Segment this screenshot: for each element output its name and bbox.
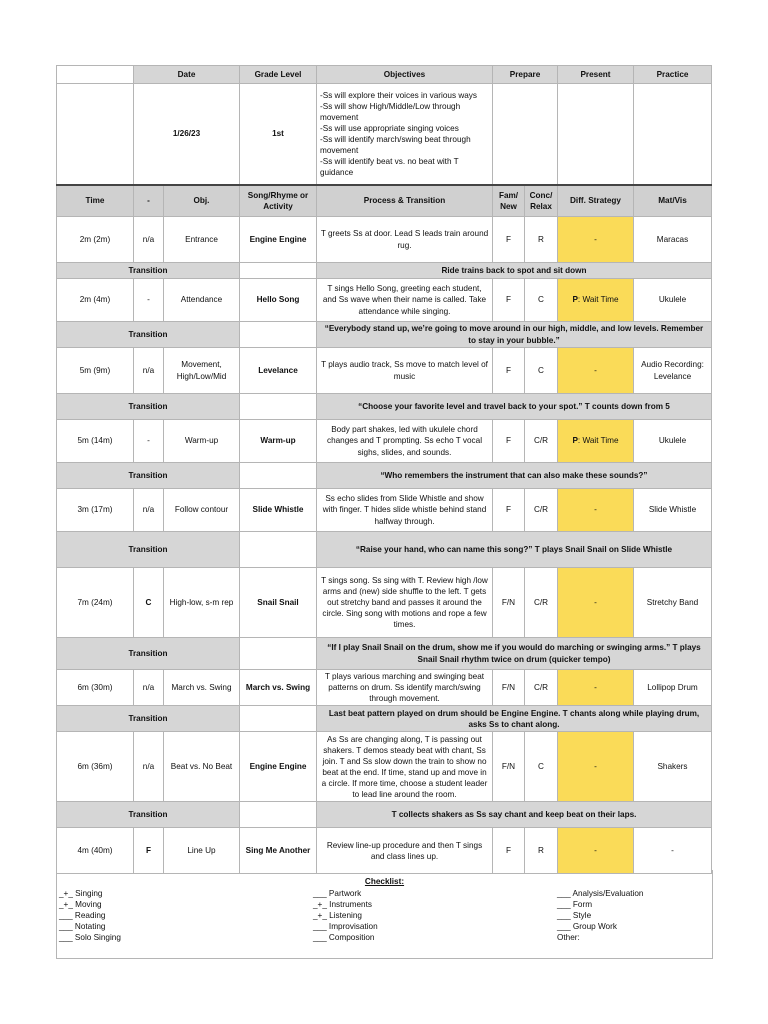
objective-item: -Ss will explore their voices in various ways [320,90,477,100]
concept-cell: C [134,568,164,638]
materials-cell: Slide Whistle [634,489,712,532]
activity-row [57,489,712,532]
song-cell: Sing Me Another [240,828,317,874]
diff-strategy-cell [558,670,634,706]
conc-relax-cell: C/R [525,568,558,638]
process-cell: Ss echo slides from Slide Whistle and show with finger. T hides slide whistle behind stand halfway through. [317,489,493,532]
fam-new-cell: F [493,828,525,874]
process-cell: T sings Hello Song, greeting each student, and Ss wave when their name is called. Take attendance while singing. [317,279,493,322]
fam-new-cell: F [493,217,525,263]
objective-item: -Ss will identify beat vs. no beat with T guidance [320,156,459,177]
process-cell: T plays various marching and swinging beat patterns on drum. Ss identify march/swing through movement. [317,670,493,706]
transition-text: Last beat pattern played on drum should be Engine Engine. T chants along while playing drum, asks Ss to chant along. [317,706,712,732]
diff-strategy-prefix: P [572,295,578,305]
transition-text: Ride trains back to spot and sit down [317,263,712,279]
transition-spacer [240,532,317,568]
activity-row [57,568,712,638]
transition-row [57,322,712,348]
diff-strategy-cell [558,828,634,874]
objective-cell: Warm-up [164,420,240,463]
fam-new-cell: F [493,420,525,463]
time-cell: 5m (9m) [57,348,134,394]
diff-strategy-text: - [594,762,597,772]
transition-spacer [240,463,317,489]
concept-cell: - [134,279,164,322]
header-blank [57,66,134,84]
present-header: Present [558,66,634,84]
materials-cell: Lollipop Drum [634,670,712,706]
checklist-item: _+_ Listening [313,911,362,921]
activity-row [57,732,712,802]
checklist-item: _+_ Instruments [313,900,372,910]
checklist-title: Checklist: [364,877,405,886]
time-cell: 3m (17m) [57,489,134,532]
process-cell: Review line-up procedure and then T sings and class lines up. [317,828,493,874]
checklist-item: ___ Partwork [313,889,362,898]
transition-spacer [240,394,317,420]
materials-cell: Maracas [634,217,712,263]
transition-text: “If I play Snail Snail on the drum, show me if you would do marching or swinging arms.” T plays Snail Snail rhythm twice on drum (quicker tempo) [317,638,712,670]
concept-cell: n/a [134,670,164,706]
fam-new-cell: F/N [493,732,525,802]
conc-header: Conc/ Relax [525,185,558,217]
objective-cell: Entrance [164,217,240,263]
transition-label: Transition [57,706,240,732]
diff-strategy-text: - [594,683,597,693]
transition-row [57,638,712,670]
activity-row [57,217,712,263]
checklist-col-2 [313,888,378,943]
checklist-item: ___ Solo Singing [59,933,121,943]
conc-relax-cell: R [525,217,558,263]
objective-item: -Ss will identify march/swing beat through movement [320,134,471,155]
dash-header: - [134,185,164,217]
transition-row [57,532,712,568]
transition-spacer [240,322,317,348]
time-cell: 2m (4m) [57,279,134,322]
process-cell: T plays audio track, Ss move to match level of music [317,348,493,394]
objectives-header: Objectives [317,66,493,84]
transition-text: “Raise your hand, who can name this song?” T plays Snail Snail on Slide Whistle [317,532,712,568]
diff-strategy-text: - [594,597,597,607]
concept-cell: n/a [134,489,164,532]
materials-cell: Ukulele [634,279,712,322]
date-value: 1/26/23 [134,84,240,185]
diff-strategy-cell [558,420,634,463]
obj-header: Obj. [164,185,240,217]
mat-header: Mat/Vis [634,185,712,217]
transition-label: Transition [57,394,240,420]
materials-cell: Audio Recording: Levelance [634,348,712,394]
time-cell: 4m (40m) [57,828,134,874]
process-cell: T sings song. Ss sing with T. Review high /low arms and (new) side shuffle to the left. T gets out stretchy band and passes it around the circle. Sing song with motions and rope a few times. [317,568,493,638]
checklist-item: _+_ Singing [59,889,103,898]
activity-row [57,420,712,463]
concept-cell: - [134,420,164,463]
diff-strategy-text: - [594,846,597,856]
diff-strategy-cell [558,279,634,322]
diff-strategy-text: : Wait Time [577,295,619,305]
song-cell: Snail Snail [240,568,317,638]
grade-value: 1st [240,84,317,185]
transition-row [57,394,712,420]
time-header: Time [57,185,134,217]
song-cell: Slide Whistle [240,489,317,532]
transition-label: Transition [57,802,240,828]
diff-strategy-text: - [594,505,597,515]
transition-spacer [240,263,317,279]
checklist-col-1 [59,888,121,943]
objective-cell: March vs. Swing [164,670,240,706]
transition-row [57,802,712,828]
transition-text: “Who remembers the instrument that can also make these sounds?” [317,463,712,489]
checklist-item: ___ Notating [59,922,106,932]
song-cell: Hello Song [240,279,317,322]
diff-strategy-cell [558,348,634,394]
conc-relax-cell: C [525,732,558,802]
time-cell: 5m (14m) [57,420,134,463]
diff-header: Diff. Strategy [558,185,634,217]
transition-row [57,263,712,279]
objective-item: -Ss will use appropriate singing voices [320,123,459,133]
concept-cell: F [134,828,164,874]
diff-strategy-cell [558,732,634,802]
activity-row [57,348,712,394]
conc-relax-cell: C/R [525,670,558,706]
checklist-item: ___ Style [557,911,592,921]
activity-row [57,828,712,874]
diff-strategy-prefix: P [572,436,578,446]
header-blank-2 [57,84,134,185]
diff-strategy-cell [558,217,634,263]
objective-cell: Line Up [164,828,240,874]
conc-relax-cell: C [525,348,558,394]
objectives-list [317,84,493,185]
date-header: Date [134,66,240,84]
objective-cell: Beat vs. No Beat [164,732,240,802]
fam-new-cell: F [493,489,525,532]
checklist-item: ___ Composition [313,933,375,943]
transition-text: “Everybody stand up, we’re going to move around in our high, middle, and low levels. Remember to stay in your bubble.” [317,322,712,348]
process-cell: Body part shakes, led with ukulele chord changes and T prompting. Ss echo T vocal sighs, slides, and sounds. [317,420,493,463]
grade-header: Grade Level [240,66,317,84]
song-cell: Levelance [240,348,317,394]
materials-cell: Shakers [634,732,712,802]
objective-cell: High-low, s-m rep [164,568,240,638]
song-cell: Warm-up [240,420,317,463]
diff-strategy-text: - [594,234,597,244]
transition-label: Transition [57,463,240,489]
diff-strategy-cell [558,568,634,638]
process-header: Process & Transition [317,185,493,217]
transition-label: Transition [57,322,240,348]
fam-new-cell: F/N [493,670,525,706]
checklist-item: ___ Improvisation [313,922,378,932]
checklist-item: ___ Group Work [557,922,617,932]
prepare-value [493,84,558,185]
checklist-item: _+_ Moving [59,900,102,910]
transition-label: Transition [57,532,240,568]
song-cell: March vs. Swing [240,670,317,706]
diff-strategy-text: - [594,365,597,375]
song-cell: Engine Engine [240,732,317,802]
song-cell: Engine Engine [240,217,317,263]
time-cell: 6m (36m) [57,732,134,802]
conc-relax-cell: C/R [525,489,558,532]
fam-new-cell: F [493,348,525,394]
checklist-item: ___ Form [557,900,593,910]
diff-strategy-text: : Wait Time [577,436,619,446]
transition-row [57,463,712,489]
concept-cell: n/a [134,217,164,263]
time-cell: 6m (30m) [57,670,134,706]
activity-row [57,279,712,322]
time-cell: 7m (24m) [57,568,134,638]
conc-relax-cell: R [525,828,558,874]
transition-spacer [240,802,317,828]
activity-row [57,670,712,706]
practice-header: Practice [634,66,712,84]
transition-row [57,706,712,732]
prepare-header: Prepare [493,66,558,84]
lesson-rows [57,217,712,874]
checklist-item: ___ Reading [59,911,106,921]
process-cell: As Ss are changing along, T is passing out shakers. T demos steady beat with chant, Ss join. T and Ss slow down the train to show no beat at the end. If time, stand up and move in a circle. If more time, choose a student leader to lead line around the room. [317,732,493,802]
materials-cell: Stretchy Band [634,568,712,638]
objective-cell: Follow contour [164,489,240,532]
fam-header: Fam/ New [493,185,525,217]
checklist-item: Other: [557,933,580,943]
transition-text: “Choose your favorite level and travel back to your spot.” T counts down from 5 [317,394,712,420]
objective-cell: Movement, High/Low/Mid [164,348,240,394]
conc-relax-cell: C/R [525,420,558,463]
transition-label: Transition [57,638,240,670]
checklist-col-3 [557,888,643,943]
transition-spacer [240,638,317,670]
concept-cell: n/a [134,348,164,394]
fam-new-cell: F/N [493,568,525,638]
time-cell: 2m (2m) [57,217,134,263]
checklist [56,870,713,959]
present-value [558,84,634,185]
diff-strategy-cell [558,489,634,532]
lesson-plan-table [56,65,712,874]
materials-cell: Ukulele [634,420,712,463]
transition-spacer [240,706,317,732]
concept-cell: n/a [134,732,164,802]
practice-value [634,84,712,185]
objective-cell: Attendance [164,279,240,322]
fam-new-cell: F [493,279,525,322]
transition-text: T collects shakers as Ss say chant and keep beat on their laps. [317,802,712,828]
objective-item: -Ss will show High/Middle/Low through movement [320,101,461,122]
transition-label: Transition [57,263,240,279]
materials-cell: - [634,828,712,874]
process-cell: T greets Ss at door. Lead S leads train around rug. [317,217,493,263]
conc-relax-cell: C [525,279,558,322]
song-header: Song/Rhyme or Activity [240,185,317,217]
checklist-item: ___ Analysis/Evaluation [557,889,644,898]
